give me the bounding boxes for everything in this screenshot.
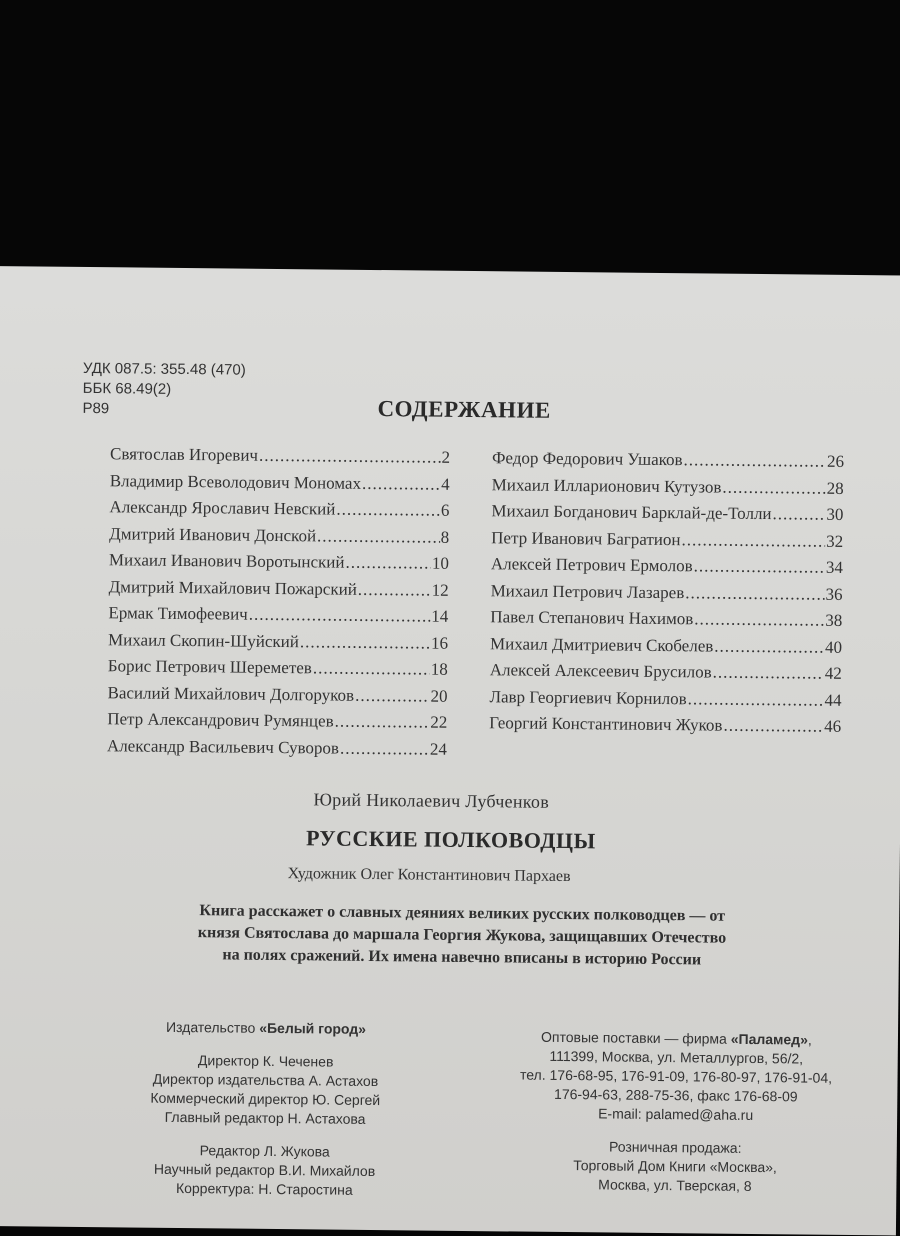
toc-entry: [492, 472, 844, 502]
toc-entry: [491, 498, 843, 528]
retail-address: Москва, ул. Тверская, 8: [598, 1176, 752, 1194]
staff-line: Коммерческий директор Ю. Сергей: [150, 1089, 381, 1109]
toc-entry-name: Алексей Алексеевич Брусилов: [489, 660, 712, 682]
toc-entry: [108, 627, 448, 657]
toc-entry-page: 38: [825, 610, 843, 630]
toc-entry: [492, 445, 844, 475]
staff-line: Директор К. Чеченев: [197, 1052, 334, 1070]
toc-entry: [110, 468, 450, 498]
leader-dots: [714, 633, 824, 661]
wholesale-address: 111399, Москва, ул. Металлургов, 56/2,: [549, 1047, 804, 1067]
toc-entry-page: 24: [429, 739, 448, 759]
udk-code: УДК 087.5: 355.48 (470): [82, 359, 246, 379]
toc-entry-name: Борис Петрович Шереметев: [107, 656, 313, 678]
retail-heading: Розничная продажа:: [608, 1138, 742, 1156]
wholesale-email: E-mail: palamed@aha.ru: [598, 1105, 754, 1123]
toc-entry: [107, 733, 447, 763]
toc-entry-page: 10: [431, 553, 450, 573]
leader-dots: [685, 580, 825, 608]
leader-dots: [683, 447, 826, 475]
retail-store: Торговый Дом Книги «Москва»,: [573, 1157, 777, 1176]
staff-line: Директор издательства А. Астахов: [152, 1070, 379, 1090]
leader-dots: [694, 553, 825, 581]
publisher-imprint: [104, 1017, 426, 1200]
wholesale-phones-fax: 176-94-63, 288-75-36, факс 176-68-09: [554, 1085, 798, 1105]
leader-dots: [249, 602, 431, 630]
leader-dots: [335, 709, 430, 736]
toc-entry-name: Михаил Богданович Барклай-де-Толли: [491, 501, 772, 524]
toc-entry-page: 6: [440, 500, 450, 520]
toc-entry: [107, 680, 447, 710]
leader-dots: [340, 735, 429, 762]
leader-dots: [681, 527, 825, 555]
toc-entry-page: 14: [431, 606, 449, 626]
toc-entry-name: Михаил Петрович Лазарев: [490, 580, 685, 602]
toc-entry-name: Дмитрий Иванович Донской: [109, 523, 317, 545]
toc-entry: [489, 710, 841, 740]
toc-entry-name: Михаил Илларионович Кутузов: [491, 474, 722, 497]
toc-entry: [489, 684, 841, 714]
leader-dots: [772, 501, 825, 528]
editor-line: Научный редактор В.И. Михайлов: [153, 1160, 376, 1180]
publisher-prefix: Издательство: [165, 1018, 260, 1036]
leader-dots: [362, 470, 441, 497]
toc-entry-name: Лавр Георгиевич Корнилов: [489, 686, 687, 708]
toc-entry-page: 46: [824, 716, 842, 736]
classification-codes: [82, 359, 245, 421]
toc-entry-page: 30: [826, 504, 844, 524]
toc-entry-name: Петр Иванович Багратион: [491, 527, 681, 549]
leader-dots: [694, 606, 824, 634]
toc-entry-page: 16: [430, 633, 449, 653]
toc-entry-page: 4: [441, 474, 450, 494]
wholesale-phones: тел. 176-68-95, 176-91-09, 176-80-97, 176-91-04,: [519, 1066, 833, 1086]
toc-entry: [109, 521, 449, 551]
toc-right-column: [489, 445, 844, 740]
toc-entry-name: Михаил Дмитриевич Скобелев: [489, 633, 714, 656]
toc-entry-page: 26: [826, 451, 845, 471]
toc-entry-name: Михаил Иванович Воротынский: [108, 550, 345, 572]
toc-entry-page: 36: [825, 584, 843, 604]
toc-entry: [109, 547, 449, 577]
leader-dots: [722, 474, 826, 502]
toc-entry-name: Александр Васильевич Суворов: [106, 735, 340, 758]
leader-dots: [317, 523, 440, 551]
wholesale-firm: «Паламед»: [730, 1030, 808, 1048]
leader-dots: [723, 713, 823, 741]
toc-entry: [491, 551, 843, 581]
toc-entry-name: Александр Ярославич Невский: [109, 497, 336, 519]
toc-entry-page: 20: [430, 686, 448, 706]
toc-entry: [490, 604, 842, 634]
toc-entry-page: 44: [824, 690, 842, 710]
toc-entry: [490, 631, 842, 661]
leader-dots: [313, 655, 430, 683]
author-name: Юрий Николаевич Лубченков: [313, 789, 550, 812]
bbk-code: ББК 68.49(2): [82, 379, 172, 398]
toc-entry-page: 18: [430, 659, 448, 679]
toc-entry-page: 42: [824, 663, 842, 683]
book-annotation: Книга расскажет о славных деяниях великих русских полководцев — от князя Святослава до маршала Георгия Жукова, защищавших Отечество на полях сражений. Их имена навечно вписаны в историю России: [197, 902, 727, 969]
leader-dots: [345, 550, 431, 577]
artist-credit: Художник Олег Константинович Пархаев: [287, 865, 571, 886]
leader-dots: [358, 576, 431, 603]
toc-entry-name: Алексей Петрович Ермолов: [490, 554, 693, 576]
toc-entry-name: Святослав Игоревич: [109, 444, 259, 465]
toc-entry-page: 34: [825, 557, 843, 577]
leader-dots: [336, 497, 440, 525]
toc-entry: [107, 706, 447, 736]
toc-entry-name: Федор Федорович Ушаков: [491, 448, 683, 470]
leader-dots: [713, 660, 824, 688]
leader-dots: [688, 686, 824, 714]
toc-entry-page: 28: [826, 478, 844, 498]
editor-line: Редактор Л. Жукова: [199, 1142, 330, 1160]
editor-line: Корректура: Н. Старостина: [175, 1179, 353, 1198]
toc-entry-name: Георгий Константинович Жуков: [489, 713, 723, 735]
book-page: [0, 266, 900, 1235]
toc-left-column: [107, 441, 450, 763]
distribution-info: [472, 1027, 879, 1197]
toc-entry: [109, 494, 449, 524]
toc-entry: [108, 653, 448, 683]
toc-entry: [490, 578, 842, 608]
toc-entry-name: Владимир Всеволодович Мономах: [109, 470, 362, 493]
toc-entry-name: Павел Степанович Нахимов: [490, 607, 694, 629]
author-mark: Р89: [82, 399, 110, 418]
toc-entry-page: 8: [440, 527, 450, 547]
leader-dots: [259, 443, 441, 471]
toc-entry-page: 12: [431, 580, 449, 600]
toc-entry: [491, 525, 843, 555]
wholesale-line: Оптовые поставки — фирма «Паламед»,: [541, 1028, 812, 1048]
leader-dots: [300, 629, 430, 657]
toc-entry: [108, 600, 448, 630]
publisher-name: «Белый город»: [259, 1019, 367, 1037]
toc-entry: [110, 441, 450, 471]
contents-title: СОДЕРЖАНИЕ: [377, 396, 551, 423]
leader-dots: [355, 682, 430, 709]
toc-entry-name: Дмитрий Михайлович Пожарский: [108, 576, 357, 599]
toc-entry-page: 32: [826, 531, 844, 551]
book-title: РУССКИЕ ПОЛКОВОДЦЫ: [305, 825, 596, 854]
wholesale-prefix: Оптовые поставки — фирма: [541, 1028, 731, 1047]
toc-entry-name: Петр Александрович Румянцев: [107, 709, 334, 731]
toc-entry: [490, 657, 842, 687]
toc-entry-page: 22: [430, 712, 448, 732]
toc-entry: [109, 574, 449, 604]
staff-line: Главный редактор Н. Астахова: [164, 1108, 366, 1127]
toc-entry-page: 2: [441, 447, 451, 467]
toc-entry-name: Василий Михайлович Долгоруков: [107, 682, 355, 705]
toc-entry-name: Ермак Тимофеевич: [108, 603, 248, 624]
toc-entry-name: Михаил Скопин-Шуйский: [107, 629, 299, 651]
toc-entry-page: 40: [824, 637, 843, 657]
